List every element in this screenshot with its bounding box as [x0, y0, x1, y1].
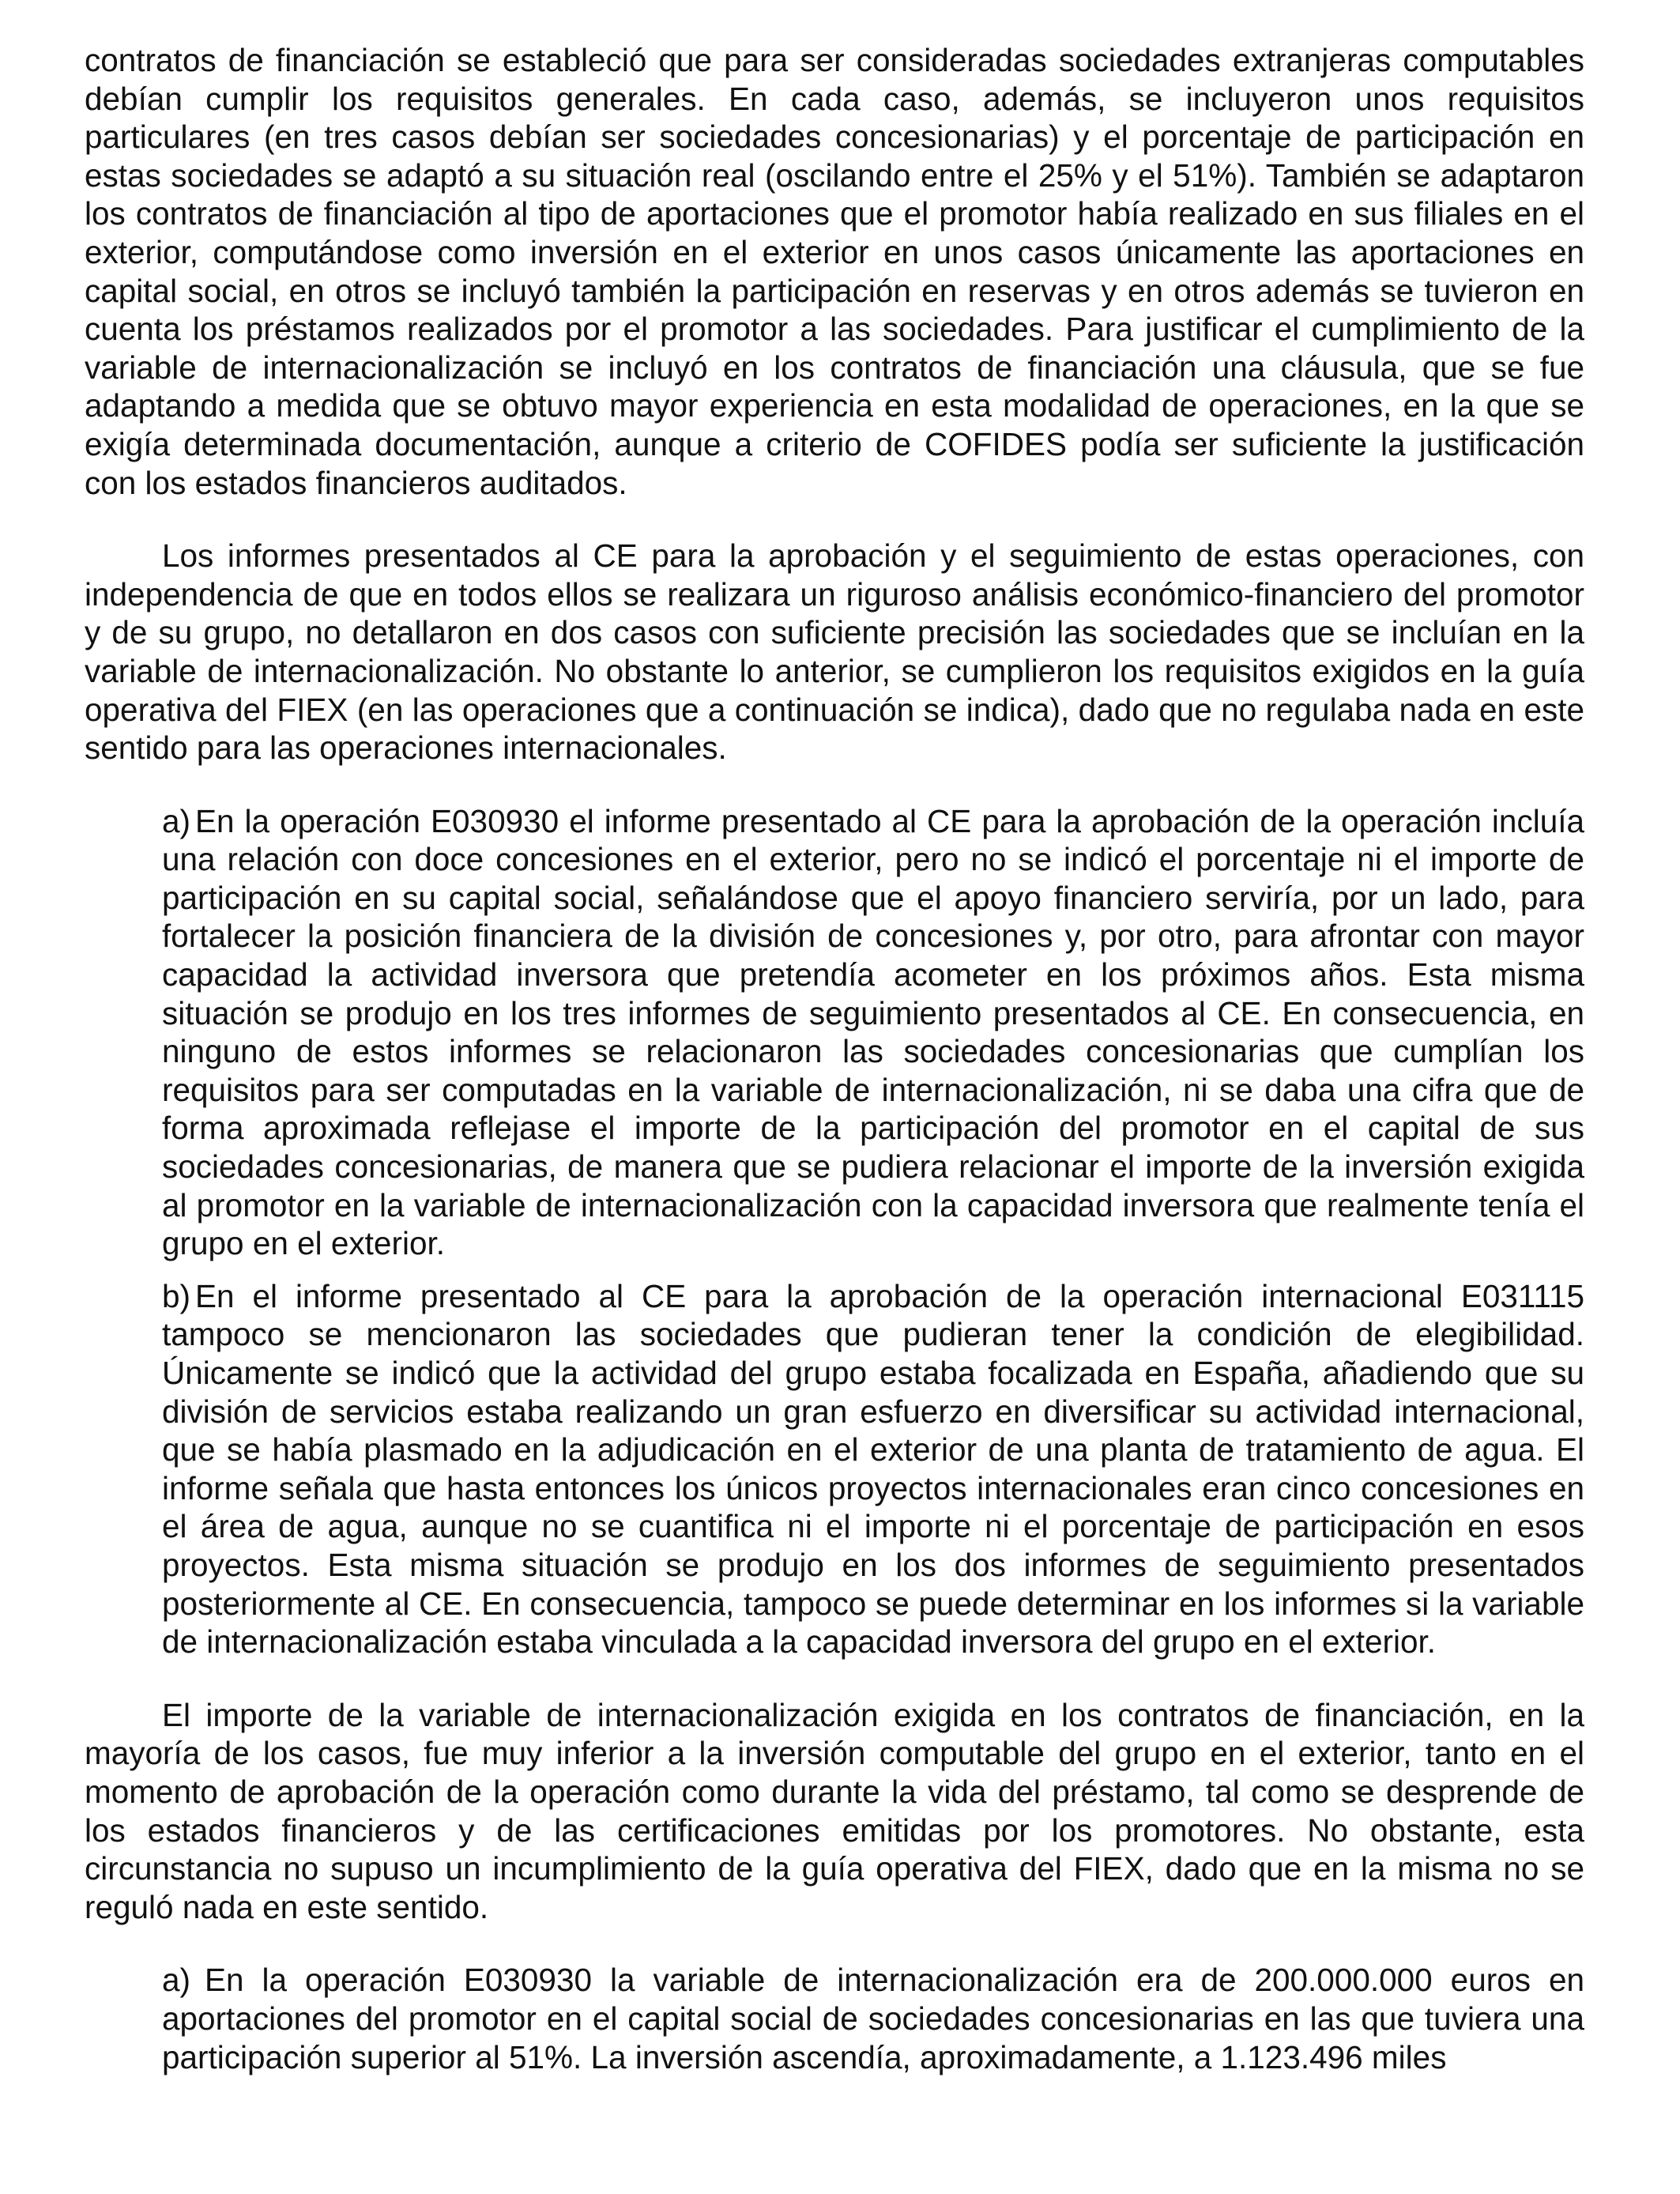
list-item-operation-e030930-report — [162, 802, 1584, 1263]
paragraph-ce-reports: Los informes presentados al CE para la aprobación y el seguimiento de estas operaciones, con independencia de que en todos ellos se realizara un riguroso análisis económico-financiero del promotor y de su grupo, no detallaron en dos casos con suficiente precisión las sociedades que se incluían en la variable de internacionalización. No obstante lo anterior, se cumplieron los requisitos exigidos en la guía operativa del FIEX (en las operaciones que a continuación se indica), dado que no regulaba nada en este sentido para las operaciones internacionales. — [85, 537, 1584, 767]
list-item-operation-e031115-report — [162, 1277, 1584, 1661]
paragraph-financing-contracts: contratos de financiación se estableció que para ser consideradas sociedades extranjeras computables debían cumplir los requisitos generales. En cada caso, además, se incluyeron unos requisitos particulares (en tres casos debían ser sociedades concesionarias) y el porcentaje de participación en estas sociedades se adaptó a su situación real (oscilando entre el 25% y el 51%). También se adaptaron los contratos de financiación al tipo de aportaciones que el promotor había realizado en sus filiales en el exterior, computándose como inversión en el exterior en unos casos únicamente las aportaciones en capital social, en otros se incluyó también la participación en reservas y en otros además se tuvieron en cuenta los préstamos realizados por el promotor a las sociedades. Para justificar el cumplimiento de la variable de internacionalización se incluyó en los contratos de financiación una cláusula, que se fue adaptando a medida que se obtuvo mayor experiencia en esta modalidad de operaciones, en la que se exigía determinada documentación, aunque a criterio de COFIDES podía ser suficiente la justificación con los estados financieros auditados. — [85, 42, 1584, 501]
list-item-text: En la operación E030930 el informe presentado al CE para la aprobación de la operación incluía una relación con doce concesiones en el exterior, pero no se indicó el porcentaje ni el importe de participación en su capital social, señalándose que el apoyo financiero serviría, por un lado, para fortalecer la posición financiera de la división de concesiones y, por otro, para afrontar con mayor capacidad la actividad inversora que pretendía acometer en los próximos años. Esta misma situación se produjo en los tres informes de seguimiento presentados al CE. En consecuencia, en ninguno de estos informes se relacionaron las sociedades concesionarias que cumplían los requisitos para ser computadas en la variable de internacionalización, ni se daba una cifra que de forma aproximada reflejase el importe de la participación del promotor en el capital de sus sociedades concesionarias, de manera que se pudiera relacionar el importe de la inversión exigida al promotor en la variable de internacionalización con la capacidad inversora que realmente tenía el grupo en el exterior. — [162, 802, 1584, 1262]
paragraph-internationalization-amount: El importe de la variable de internacionalización exigida en los contratos de financiación, en la mayoría de los casos, fue muy inferior a la inversión computable del grupo en el exterior, tanto en el momento de aprobación de la operación como durante la vida del préstamo, tal como se desprende de los estados financieros y de las certificaciones emitidas por los promotores. No obstante, esta circunstancia no supuso un incumplimiento de la guía operativa del FIEX, dado que en la misma no se reguló nada en este sentido. — [85, 1696, 1584, 1925]
list-item-text: En el informe presentado al CE para la aprobación de la operación internacional E031115 tampoco se mencionaron las sociedades que pudieran tener la condición de elegibilidad. Únicamente se indicó que la actividad del grupo estaba focalizada en España, añadiendo que su división de servicios estaba realizando un gran esfuerzo en diversificar su actividad internacional, que se había plasmado en la adjudicación en el exterior de una planta de tratamiento de agua. El informe señala que hasta entonces los únicos proyectos internacionales eran cinco concesiones en el área de agua, aunque no se cuantifica ni el importe ni el porcentaje de participación en esos proyectos. Esta misma situación se produjo en los dos informes de seguimiento presentados posteriormente al CE. En consecuencia, tampoco se puede determinar en los informes si la variable de internacionalización estaba vinculada a la capacidad inversora del grupo en el exterior. — [162, 1277, 1584, 1661]
list-marker: a) — [162, 1962, 191, 1999]
list-item-text: En la operación E030930 la variable de internacionalización era de 200.000.000 euros en aportaciones del promotor en el capital social de sociedades concesionarias en las que tuviera una participación superior al 51%. La inversión ascendía, aproximadamente, a 1.123.496 miles — [162, 1962, 1584, 2075]
list-marker: a) — [162, 802, 191, 839]
list-item-operation-e030930-variable — [162, 1961, 1584, 2076]
document-page — [85, 41, 1584, 2090]
list-marker: b) — [162, 1277, 191, 1314]
